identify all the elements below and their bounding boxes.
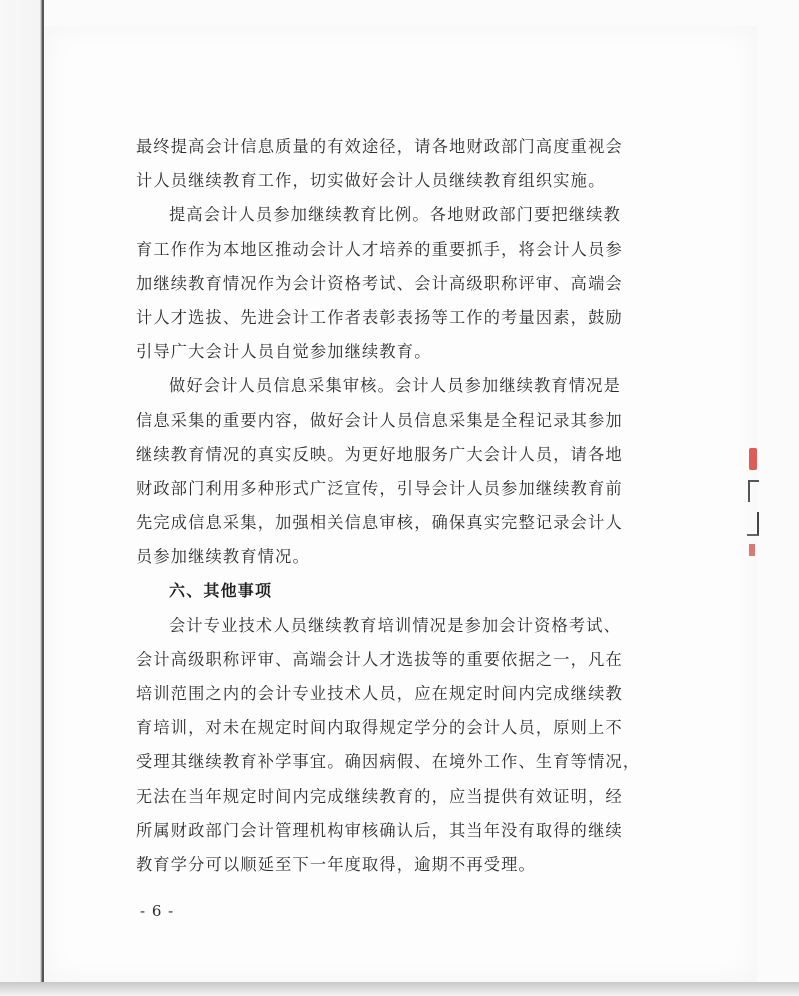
document-body: [136, 130, 666, 882]
text-line: 育工作作为本地区推动会计人才培养的重要抓手，将会计人员参: [136, 239, 623, 259]
text-line: 育培训，对未在规定时间内取得规定学分的会计人员，原则上不: [136, 718, 623, 738]
page-number: - 6 -: [140, 902, 175, 920]
paragraph-start: 做好会计人员信息采集审核。会计人员参加继续教育情况是: [169, 376, 622, 396]
text-line: 计人才选拔、先进会计工作者表彰表扬等工作的考量因素，鼓励: [136, 307, 623, 327]
text-line: 信息采集的重要内容，做好会计人员信息采集是全程记录其参加: [136, 410, 623, 430]
text-line: 员参加继续教育情况。: [136, 547, 310, 567]
section-heading: 六、其他事项: [169, 581, 273, 601]
text-line: 所属财政部门会计管理机构审核确认后，其当年没有取得的继续: [136, 820, 623, 840]
text-line: 教育学分可以顺延至下一年度取得，逾期不再受理。: [136, 854, 536, 874]
text-line: 计人员继续教育工作，切实做好会计人员继续教育组织实施。: [136, 171, 606, 191]
text-line: 继续教育情况的真实反映。为更好地服务广大会计人员，请各地: [136, 444, 623, 464]
text-line: 加继续教育情况作为会计资格考试、会计高级职称评审、高端会: [136, 273, 623, 293]
paragraph-start: 会计专业技术人员继续教育培训情况是参加会计资格考试、: [169, 615, 622, 635]
text-line: 会计高级职称评审、高端会计人才选拔等的重要依据之一，凡在: [136, 649, 623, 669]
text-line: 引导广大会计人员自觉参加继续教育。: [136, 342, 432, 362]
document-left-edge: [0, 0, 44, 996]
paragraph-start: 提高会计人员参加继续教育比例。各地财政部门要把继续教: [169, 205, 622, 225]
text-line: 先完成信息采集，加强相关信息审核，确保真实完整记录会计人: [136, 513, 623, 533]
text-line: 无法在当年规定时间内完成继续教育的，应当提供有效证明，经: [136, 786, 623, 806]
text-line: 最终提高会计信息质量的有效途径，请各地财政部门高度重视会: [136, 137, 623, 156]
document-bottom-edge: [0, 982, 799, 996]
text-line: 培训范围之内的会计专业技术人员，应在规定时间内完成继续教: [136, 684, 623, 703]
stamp-fragment-right-edge: [745, 440, 759, 560]
text-line: 财政部门利用多种形式广泛宣传，引导会计人员参加继续教育前: [136, 478, 623, 498]
text-line: 受理其继续教育补学事宜。确因病假、在境外工作、生育等情况，: [136, 752, 641, 772]
